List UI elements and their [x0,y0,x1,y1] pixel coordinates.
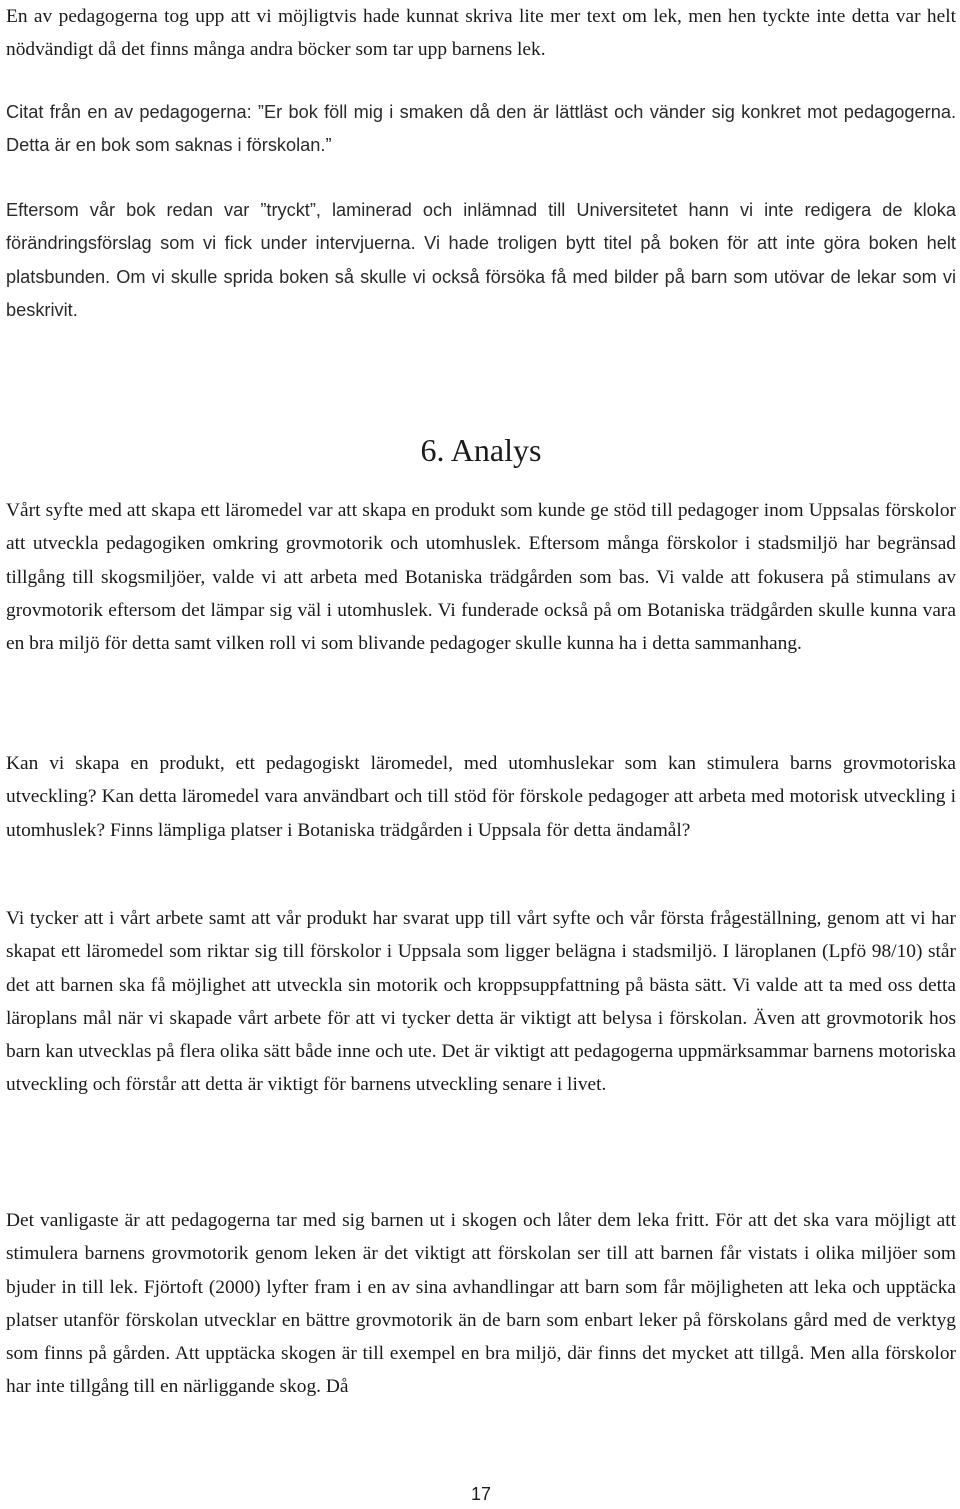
section-heading: 6. Analys [420,432,542,468]
paragraph-pedagog-quote: Citat från en av pedagogerna: ”Er bok föll mig i smaken då den är lättläst och vänder sig konkret mot pedagogerna. Detta är en bok som saknas i förskolan.” [6,102,956,156]
paragraph-lek-feedback: En av pedagogerna tog upp att vi möjligtvis hade kunnat skriva lite mer text om lek, men hen tyckte inte detta var helt nödvändigt då det finns många andra böcker som tar upp barnens lek. [6,6,956,61]
page-number: 17 [470,1484,492,1504]
paragraph-forest-play: Det vanligaste är att pedagogerna tar med sig barnen ut i skogen och låter dem leka fritt. För att det ska vara möjligt att stimulera barnens grovmotorik genom leken är det viktigt att förskolan ser till att barnen får vistats i olika miljöer som bjuder in till lek. Fjörtoft (2000) lyfter fram i en av sina avhandlingar att barn som får möjligheten att leka och upptäcka platser utanför förskolan utvecklar en bättre grovmotorik än de barn som enbart leker på förskolans gård med de verktyg som finns på gården. Att upptäcka skogen är till exempel en bra miljö, där finns det mycket att tillgå. Men alla förskolor har inte tillgång till en närliggande skog. Då [6,1210,956,1398]
paragraph-book-revisions: Eftersom vår bok redan var ”tryckt”, laminerad och inlämnad till Universitetet hann vi inte redigera de kloka förändringsförslag som vi fick under intervjuerna. Vi hade troligen bytt titel på boken för att inte göra boken helt platsbunden. Om vi skulle sprida boken så skulle vi också försöka få med bilder på barn som utövar de lekar som vi beskrivit. [6,200,956,320]
document-page [6,0,956,1509]
paragraph-analysis-purpose: Vårt syfte med att skapa ett läromedel var att skapa en produkt som kunde ge stöd till pedagoger inom Uppsalas förskolor att utveckla pedagogiken omkring grovmotorik och utomhuslek. Eftersom många förskolor i stadsmiljö har begränsad tillgång till skogsmiljöer, valde vi att arbeta med Botaniska trädgården som bas. Vi valde att fokusera på stimulans av grovmotorik eftersom det lämpar sig väl i utomhuslek. Vi funderade också på om Botaniska trädgården skulle kunna vara en bra miljö för detta samt vilken roll vi som blivande pedagoger skulle kunna ha i detta sammanhang. [6,500,956,655]
paragraph-curriculum: Vi tycker att i vårt arbete samt att vår produkt har svarat upp till vårt syfte och vår första frågeställning, genom att vi har skapat ett läromedel som riktar sig till förskolor i Uppsala som ligger belägna i stadsmiljö. I läroplanen (Lpfö 98/10) står det att barnen ska få möjlighet att utveckla sin motorik och kroppsuppfattning på bästa sätt. Vi valde att ta med oss detta läroplans mål när vi skapade vårt arbete för att vi tycker detta är viktigt att belysa i förskolan. Även att grovmotorik hos barn kan utvecklas på flera olika sätt både inne och ute. Det är viktigt att pedagogerna uppmärksammar barnens motoriska utveckling och förstår att detta är viktigt för barnens utveckling senare i livet. [6,908,956,1096]
paragraph-research-questions: Kan vi skapa en produkt, ett pedagogiskt läromedel, med utomhuslekar som kan stimulera barns grovmotoriska utveckling? Kan detta läromedel vara användbart och till stöd för förskole pedagoger att arbeta med motorisk utveckling i utomhuslek? Finns lämpliga platser i Botaniska trädgården i Uppsala för detta ändamål? [6,753,956,841]
